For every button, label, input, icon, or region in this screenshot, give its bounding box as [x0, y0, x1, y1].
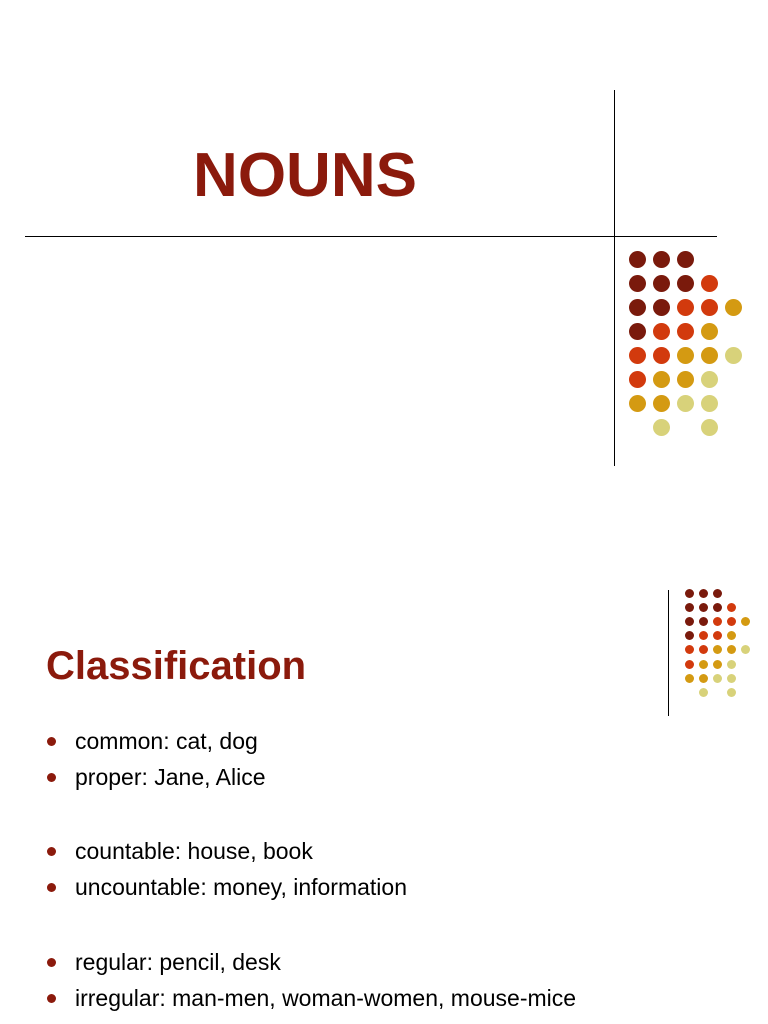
decorative-dot	[701, 347, 718, 364]
decorative-dot	[713, 617, 722, 626]
list-item-text: irregular: man-men, woman-women, mouse-mice	[75, 985, 577, 1011]
decorative-dot	[727, 603, 736, 612]
decorative-dot	[699, 645, 708, 654]
decorative-dot	[713, 674, 722, 683]
decorative-dot	[685, 645, 694, 654]
decorative-dot	[653, 347, 670, 364]
decorative-dot	[677, 323, 694, 340]
decorative-dot	[653, 275, 670, 292]
bullet-icon	[47, 737, 56, 746]
decorative-dot	[629, 251, 646, 268]
bullet-icon	[47, 883, 56, 892]
decorative-dot	[629, 323, 646, 340]
decorative-dot	[713, 660, 722, 669]
decorative-dot	[629, 275, 646, 292]
decorative-dot	[629, 347, 646, 364]
decorative-dot	[699, 617, 708, 626]
decorative-dot	[701, 395, 718, 412]
decorative-dot	[713, 645, 722, 654]
decorative-dot	[701, 323, 718, 340]
decorative-dot	[727, 674, 736, 683]
decorative-dot	[727, 688, 736, 697]
decorative-dot	[685, 617, 694, 626]
decorative-dot	[629, 371, 646, 388]
bullet-icon	[47, 847, 56, 856]
bullet-icon	[47, 773, 56, 782]
list-item	[46, 980, 576, 1016]
list-item	[46, 759, 266, 795]
list-item	[46, 833, 407, 869]
decorative-dot	[677, 275, 694, 292]
list-item-text: countable: house, book	[75, 838, 313, 864]
decorative-dot	[677, 347, 694, 364]
decorative-dot	[629, 395, 646, 412]
list-item-text: regular: pencil, desk	[75, 949, 281, 975]
bullet-group	[46, 723, 266, 795]
decorative-dot	[653, 395, 670, 412]
decorative-dot	[653, 251, 670, 268]
decorative-dot	[653, 299, 670, 316]
decorative-dot	[713, 589, 722, 598]
title-slide	[0, 0, 768, 500]
bullet-group	[46, 944, 576, 1016]
decorative-dot	[653, 419, 670, 436]
decorative-dot	[701, 299, 718, 316]
decorative-dot	[725, 299, 742, 316]
decorative-dot	[653, 371, 670, 388]
decorative-dot	[701, 419, 718, 436]
decorative-dot	[677, 395, 694, 412]
classification-slide	[0, 520, 768, 1024]
decorative-dot	[685, 603, 694, 612]
decorative-dot	[699, 688, 708, 697]
decorative-dot	[727, 631, 736, 640]
decorative-dot	[685, 589, 694, 598]
decorative-dot	[741, 645, 750, 654]
decorative-dot	[677, 371, 694, 388]
decorative-dot	[653, 323, 670, 340]
list-item-text: proper: Jane, Alice	[75, 764, 266, 790]
bullet-icon	[47, 958, 56, 967]
decorative-dot	[727, 645, 736, 654]
section-title: Classification	[46, 644, 307, 688]
decorative-dot	[713, 603, 722, 612]
list-item-text: uncountable: money, information	[75, 874, 407, 900]
decorative-dot	[677, 299, 694, 316]
decorative-dot	[727, 660, 736, 669]
list-item	[46, 869, 407, 905]
decorative-dot	[685, 631, 694, 640]
list-item-text: common: cat, dog	[75, 728, 258, 754]
list-item	[46, 944, 576, 980]
decorative-dot	[685, 660, 694, 669]
decorative-dot	[727, 617, 736, 626]
bullet-icon	[47, 994, 56, 1003]
decorative-dot	[699, 603, 708, 612]
decorative-dot	[701, 371, 718, 388]
vertical-rule	[614, 90, 615, 466]
vertical-rule	[668, 590, 669, 716]
bullet-group	[46, 833, 407, 905]
decorative-dot	[629, 299, 646, 316]
decorative-dot	[699, 589, 708, 598]
decorative-dot	[699, 631, 708, 640]
slide-title: NOUNS	[193, 141, 417, 210]
decorative-dot	[699, 674, 708, 683]
decorative-dot	[725, 347, 742, 364]
list-item	[46, 723, 266, 759]
decorative-dot	[713, 631, 722, 640]
decorative-dot	[685, 674, 694, 683]
decorative-dot	[701, 275, 718, 292]
decorative-dot	[741, 617, 750, 626]
decorative-dot	[677, 251, 694, 268]
decorative-dot	[699, 660, 708, 669]
